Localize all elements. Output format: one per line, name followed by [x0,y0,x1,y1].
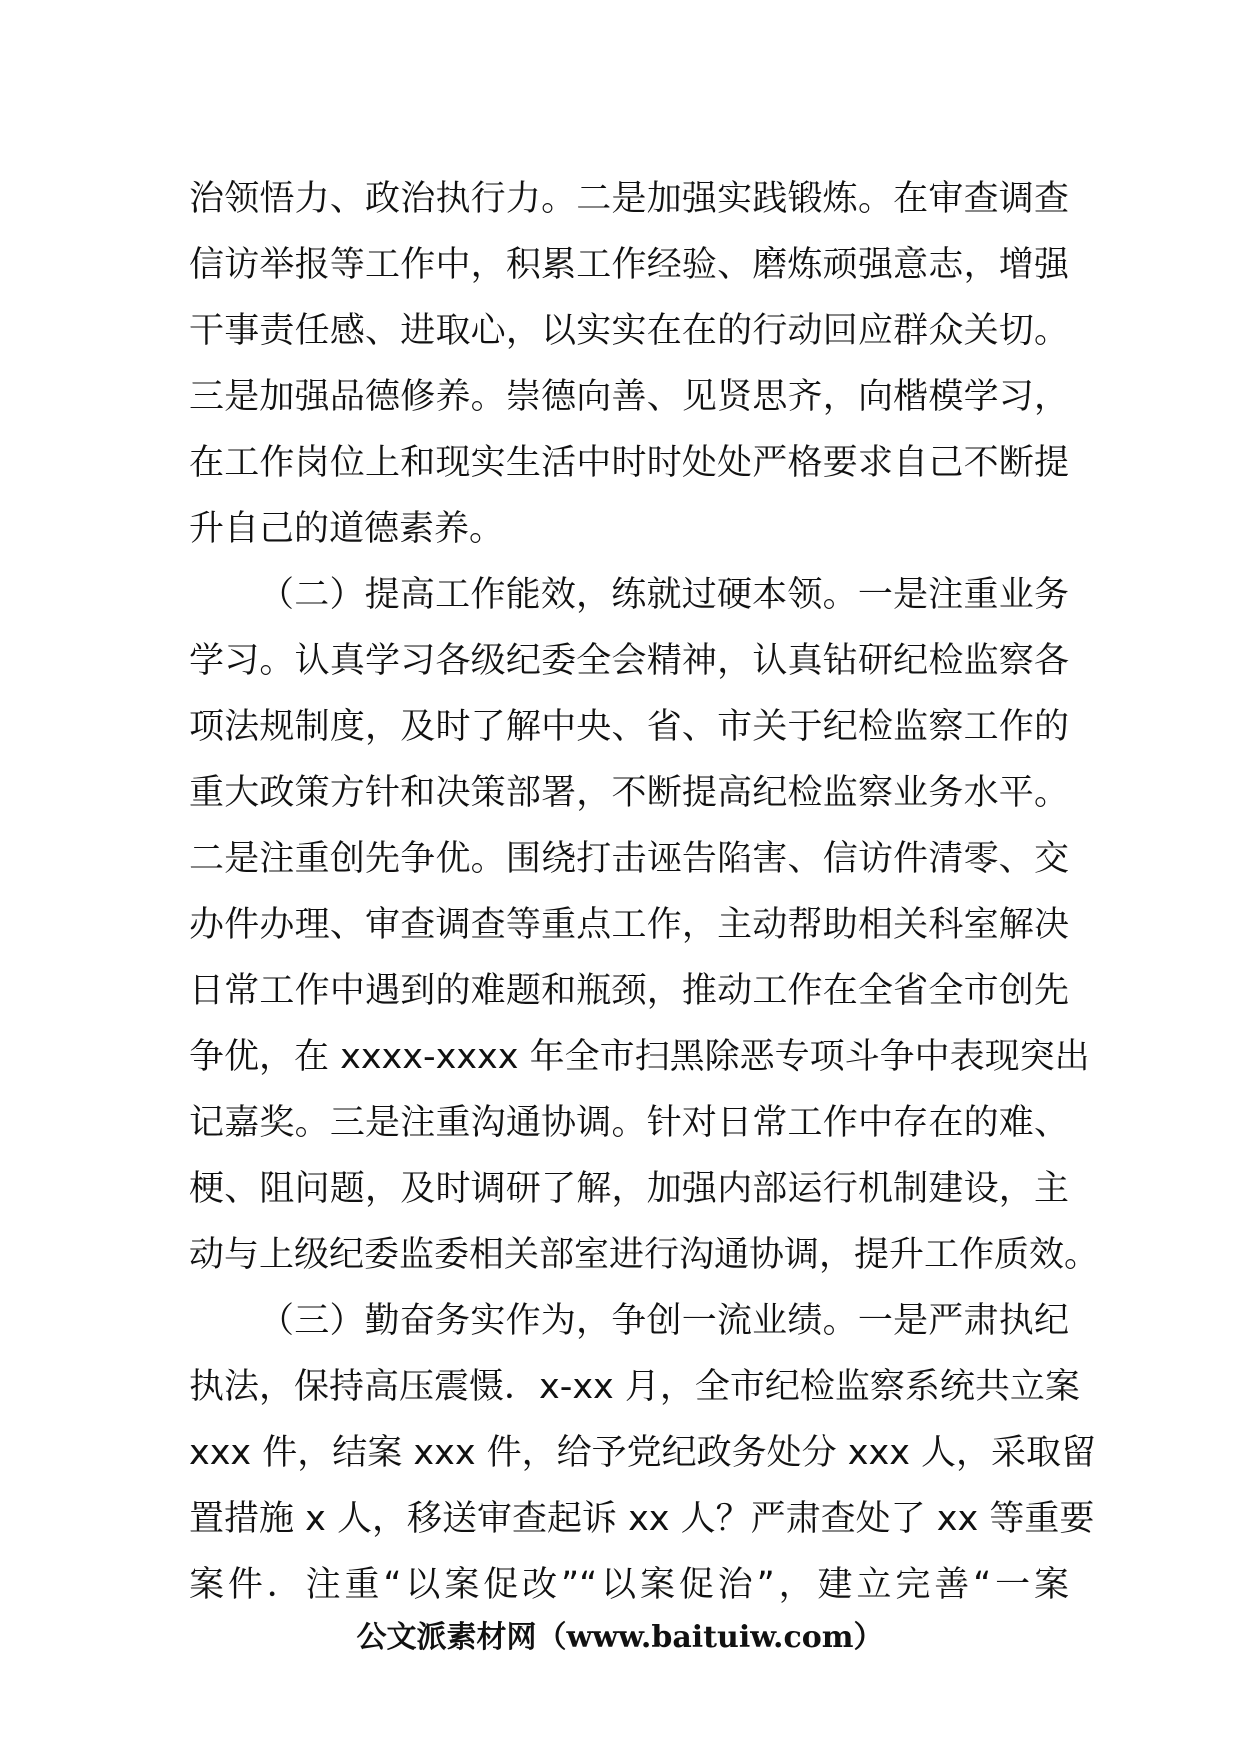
section-heading-line: （二）提高工作能效，练就过硬本领。一是注重业务 [259,575,1069,615]
footer-watermark: 公文派素材网（www.baituiw.com） [356,1620,884,1655]
text-line: 重大政策方针和决策部署，不断提高纪检监察业务水平。 [189,773,1069,813]
text-line: 梗、阻问题，及时调研了解，加强内部运行机制建设，主 [189,1169,1069,1209]
text-line: 争优，在 xxxx-xxxx 年全市扫黑除恶专项斗争中表现突出 [189,1037,1090,1077]
text-line: 学习。认真学习各级纪委全会精神，认真钻研纪检监察各 [189,641,1069,681]
text-line: 三是加强品德修养。崇德向善、见贤思齐，向楷模学习， [189,377,1069,417]
text-line: 二是注重创先争优。围绕打击诬告陷害、信访件清零、交 [189,839,1069,879]
text-line: xxx 件，结案 xxx 件，给予党纪政务处分 xxx 人，采取留 [189,1433,1097,1473]
text-line: 置措施 x 人，移送审查起诉 xx 人？严肃查处了 xx 等重要 [189,1499,1095,1539]
text-line: 动与上级纪委监委相关部室进行沟通协调，提升工作质效。 [189,1235,1100,1275]
text-line: 项法规制度，及时了解中央、省、市关于纪检监察工作的 [189,707,1069,747]
text-line: 干事责任感、进取心，以实实在在的行动回应群众关切。 [189,311,1069,351]
text-line: 在工作岗位上和现实生活中时时处处严格要求自己不断提 [189,443,1069,483]
text-line: 日常工作中遇到的难题和瓶颈，推动工作在全省全市创先 [189,971,1069,1011]
text-line: 办件办理、审查调查等重点工作，主动帮助相关科室解决 [189,905,1069,945]
document-body [189,166,1100,1618]
text-line: 治领悟力、政治执行力。二是加强实践锻炼。在审查调查 [189,179,1069,219]
text-line: 记嘉奖。三是注重沟通协调。针对日常工作中存在的难、 [189,1103,1069,1143]
section-heading-line: （三）勤奋务实作为，争创一流业绩。一是严肃执纪 [259,1301,1069,1341]
text-line: 案件．注重“以案促改”“以案促治”，建立完善“一案 [189,1565,1069,1605]
text-line: 升自己的道德素养。 [189,509,505,549]
text-line: 执法，保持高压震慑．x-xx 月，全市纪检监察系统共立案 [189,1367,1080,1407]
text-line: 信访举报等工作中，积累工作经验、磨炼顽强意志，增强 [189,245,1069,285]
